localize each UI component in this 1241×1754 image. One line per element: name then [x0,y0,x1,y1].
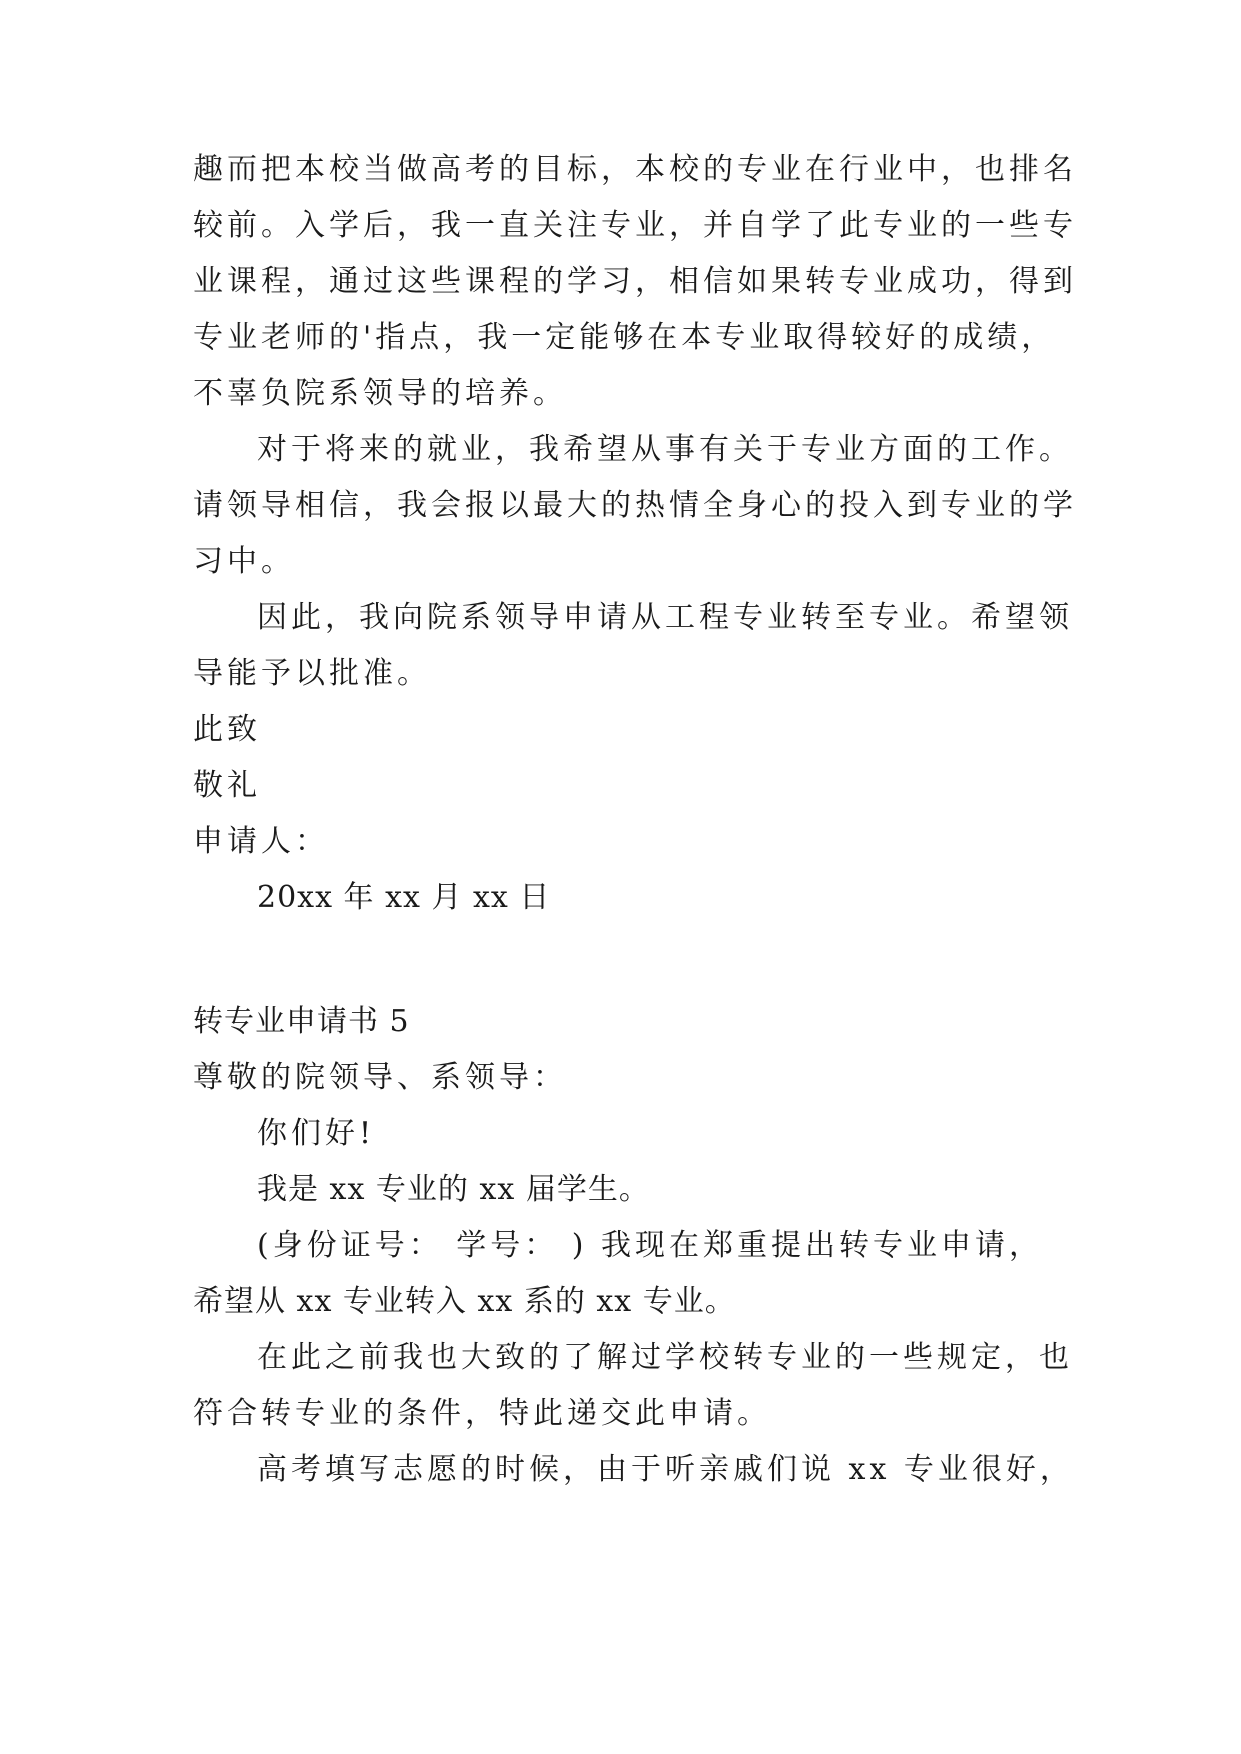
closing-salutation: 此致 [193,712,261,747]
paragraph-line: 符合转专业的条件，特此递交此申请。 [193,1396,771,1431]
paragraph-line: 我是 xx 专业的 xx 届学生。 [257,1172,650,1207]
paragraph-line: 因此，我向院系领导申请从工程专业转至专业。希望领 [257,600,1073,635]
paragraph-line: 较前。入学后，我一直关注专业，并自学了此专业的一些专 [193,208,1077,243]
paragraph-line: 你们好! [257,1116,376,1151]
paragraph-line: 导能予以批准。 [193,656,431,691]
paragraph-line: 不辜负院系领导的培养。 [193,376,567,411]
paragraph-line: 专业老师的'指点，我一定能够在本专业取得较好的成绩， [193,320,1056,355]
paragraph-line: 在此之前我也大致的了解过学校转专业的一些规定，也 [257,1340,1073,1375]
section-title: 转专业申请书 5 [193,1004,410,1039]
date-line: 20xx 年 xx 月 xx 日 [257,880,551,915]
paragraph-line: 希望从 xx 专业转入 xx 系的 xx 专业。 [193,1284,736,1319]
paragraph-line: 趣而把本校当做高考的目标，本校的专业在行业中，也排名 [193,152,1077,187]
applicant-label: 申请人： [193,824,329,859]
closing-regards: 敬礼 [193,768,261,803]
paragraph-line: 高考填写志愿的时候，由于听亲戚们说 xx 专业很好， [257,1452,1074,1487]
paragraph-line: 请领导相信，我会报以最大的热情全身心的投入到专业的学 [193,488,1077,523]
paragraph-line: 习中。 [193,544,295,579]
greeting-line: 尊敬的院领导、系领导： [193,1060,567,1095]
paragraph-line: 对于将来的就业，我希望从事有关于专业方面的工作。 [257,432,1073,467]
paragraph-line: (身份证号： 学号： ) 我现在郑重提出转专业申请， [257,1228,1044,1263]
paragraph-line: 业课程，通过这些课程的学习，相信如果转专业成功，得到 [193,264,1077,299]
